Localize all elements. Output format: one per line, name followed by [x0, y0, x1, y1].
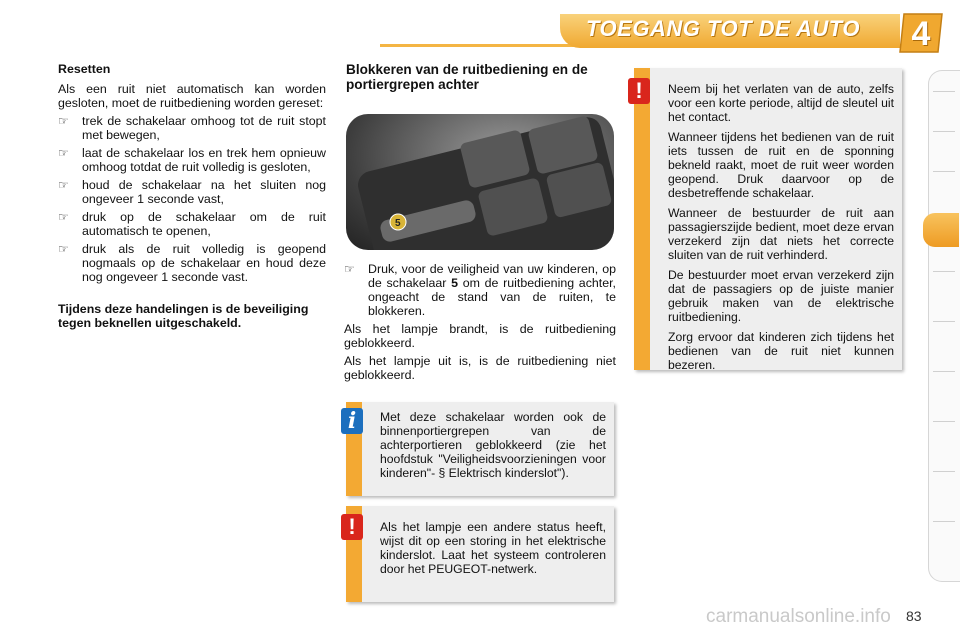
warning-paragraph: De bestuurder moet ervan verzekerd zijn dat de passagiers op de juiste manier gebruik maken van de elektrische ruitbediening. — [668, 268, 894, 324]
warning-box-storing — [346, 506, 614, 602]
lock-section — [344, 62, 616, 92]
info-text: Met deze schakelaar worden ook de binnenportiergrepen van de achterportieren geblokkeerd (zie het hoofdstuk "Veiligheidsvoorzieningen voor kinderen"- § Elektrisch kinderslot"). — [380, 410, 606, 480]
list-item — [58, 114, 326, 142]
info-icon: i — [341, 408, 363, 434]
pointing-hand-icon: ☞ — [58, 178, 69, 192]
list-item — [58, 242, 326, 284]
chapter-tab-active[interactable] — [923, 213, 959, 247]
pointing-hand-icon: ☞ — [58, 242, 69, 256]
warning-icon: ! — [341, 514, 363, 540]
chapter-tab[interactable] — [933, 271, 955, 272]
switch-panel-photo — [346, 114, 614, 250]
lock-steps — [344, 262, 616, 318]
reset-note: Tijdens deze handelingen is de beveiliging tegen beknellen uitgeschakeld. — [58, 302, 309, 330]
chapter-tab[interactable] — [933, 421, 955, 422]
pointing-hand-icon: ☞ — [344, 262, 355, 276]
warning-paragraph: Neem bij het verlaten van de auto, zelfs voor een korte periode, altijd de sleutel uit het contact. — [668, 82, 894, 124]
pointing-hand-icon: ☞ — [58, 114, 69, 128]
warning-paragraph: Wanneer tijdens het bedienen van de ruit iets tussen de ruit en de sponning bekneld raakt, moet de ruit weer worden geopend. Druk daarvoor op de desbetreffende schakelaar. — [668, 130, 894, 200]
reset-section — [58, 62, 326, 330]
warning-paragraph: Zorg ervoor dat kinderen zich tijdens het bedienen van de ruit niet kunnen bezeren. — [668, 330, 894, 372]
warning-box — [634, 68, 902, 370]
chapter-tab[interactable] — [933, 321, 955, 322]
list-item — [344, 262, 616, 318]
lock-instructions — [344, 258, 616, 382]
chapter-badge — [898, 10, 944, 56]
chapter-tab[interactable] — [933, 131, 955, 132]
lamp-off-text: Als het lampje uit is, is de ruitbediening niet geblokkeerd. — [344, 354, 616, 382]
list-item-text: om de ruitbediening achter, ongeacht de stand van de ruiten, te blokkeren. — [368, 276, 616, 318]
info-box — [346, 402, 614, 496]
warning-paragraph: Wanneer de bestuurder de ruit aan passagierszijde bedient, moet deze ervan verzekerd zijn dat niets het correcte sluiten van de ruit verhinderd. — [668, 206, 894, 262]
switch-number: 5 — [451, 276, 459, 290]
pointing-hand-icon: ☞ — [58, 146, 69, 160]
list-item-text: druk als de ruit volledig is geopend nogmaals op de schakelaar en houd deze nog ongeveer 1 seconde vast. — [82, 242, 326, 284]
list-item-text: Druk, voor de veiligheid van uw kinderen, op de schakelaar — [368, 262, 616, 290]
lamp-on-text: Als het lampje brandt, is de ruitbediening geblokkeerd. — [344, 322, 616, 350]
chapter-number: 4 — [911, 15, 931, 53]
chapter-tabs — [928, 70, 960, 582]
reset-steps — [58, 114, 326, 284]
list-item-text: trek de schakelaar omhoog tot de ruit stopt met bewegen, — [82, 114, 326, 142]
watermark: carmanualsonline.info — [706, 606, 891, 627]
list-item — [58, 146, 326, 174]
list-item-text: houd de schakelaar na het sluiten nog ongeveer 1 seconde vast, — [82, 178, 326, 206]
reset-intro: Als een ruit niet automatisch kan worden gesloten, moet de ruitbediening worden gereset: — [58, 82, 326, 110]
list-item-text: druk op de schakelaar om de ruit automatisch te openen, — [82, 210, 326, 238]
chapter-tab[interactable] — [933, 91, 955, 92]
warning-text: Als het lampje een andere status heeft, wijst dit op een storing in het elektrische kinderslot. Laat het systeem controleren door het PEUGEOT-netwerk. — [380, 520, 606, 576]
list-item — [58, 178, 326, 206]
page-number: 83 — [906, 608, 922, 624]
lock-heading: Blokkeren van de ruitbediening en de portiergrepen achter — [346, 62, 588, 92]
chapter-tab[interactable] — [933, 521, 955, 522]
list-item-text: laat de schakelaar los en trek hem opnieuw omhoog totdat de ruit volledig is gesloten, — [82, 146, 326, 174]
switch-callout-5: 5 — [395, 218, 401, 229]
chapter-tab[interactable] — [933, 471, 955, 472]
list-item — [58, 210, 326, 238]
warning-icon: ! — [628, 78, 650, 104]
pointing-hand-icon: ☞ — [58, 210, 69, 224]
chapter-tab[interactable] — [933, 171, 955, 172]
window-switch-illustration — [346, 114, 614, 250]
chapter-tab[interactable] — [933, 371, 955, 372]
reset-heading: Resetten — [58, 62, 111, 76]
page-title: TOEGANG TOT DE AUTO — [586, 16, 860, 41]
